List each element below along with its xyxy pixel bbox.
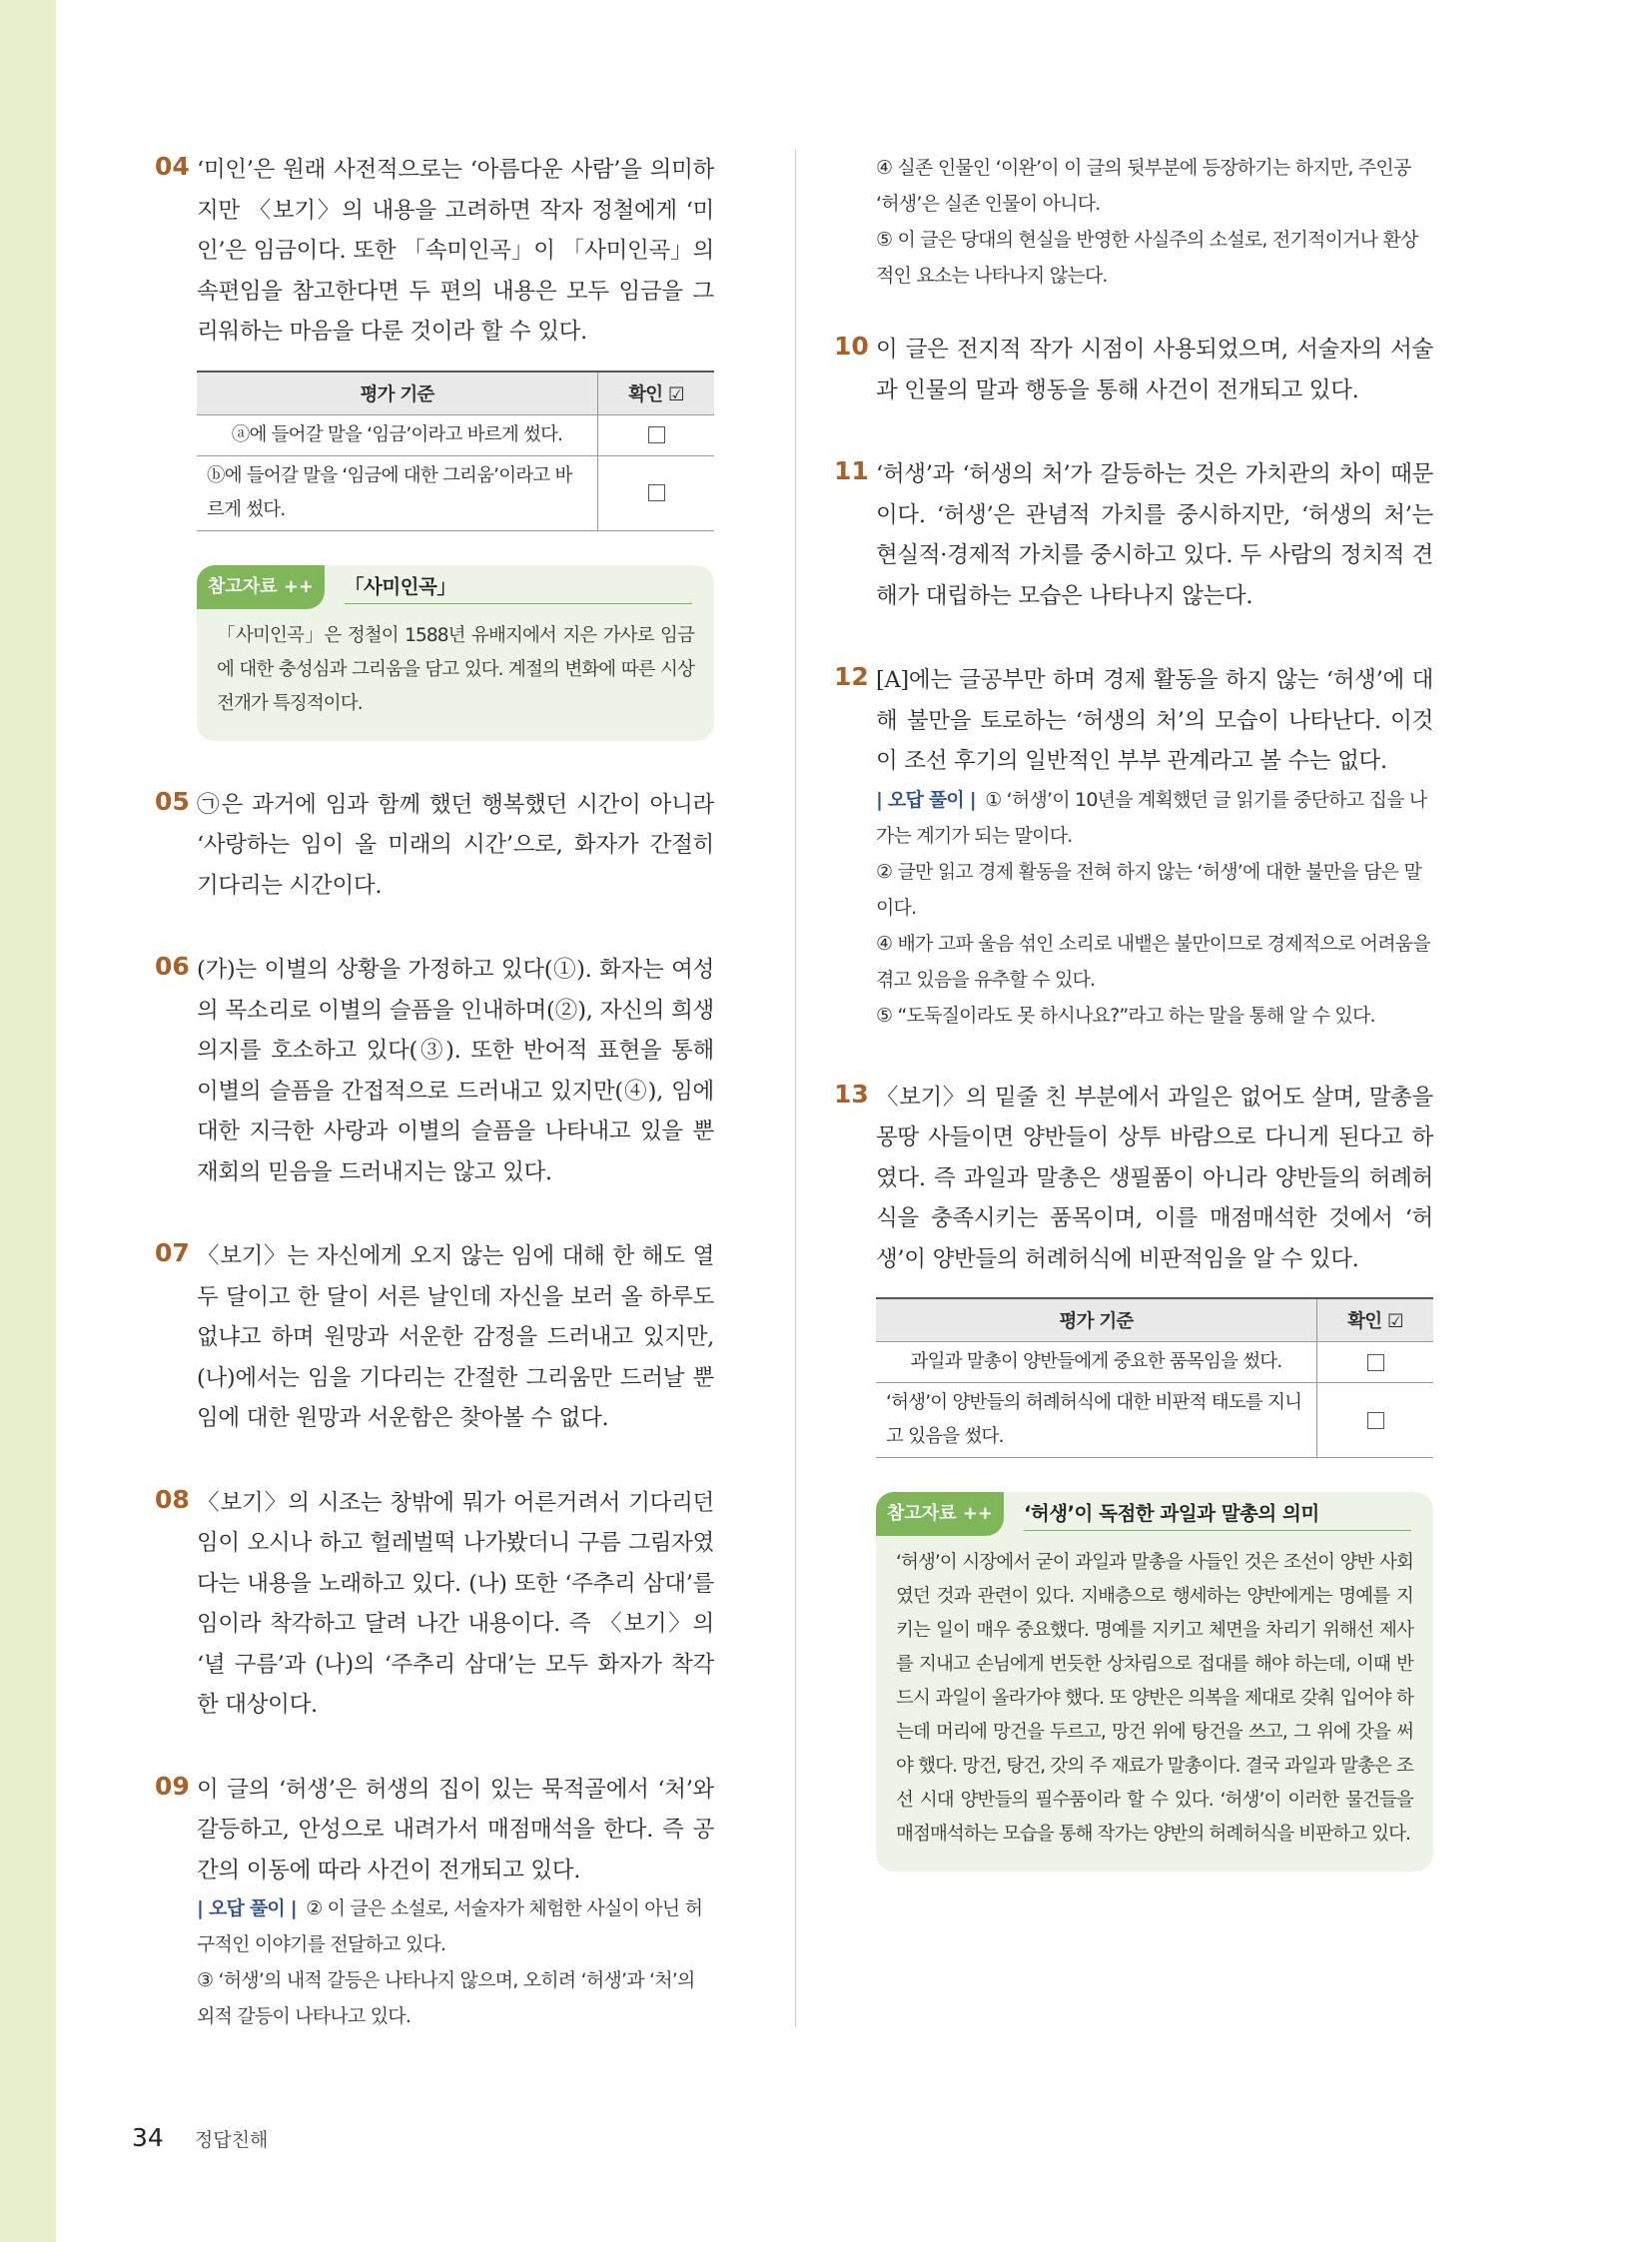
right-column	[834, 150, 1433, 1915]
answer-04	[155, 150, 714, 741]
answer-text: 〈보기〉는 자신에게 오지 않는 임에 대해 한 해도 열두 달이고 한 달이 서른 날인데 자신을 보러 올 하루도 없냐고 하며 원망과 서운한 감정을 드러내고 있지만, (나)에서는 임을 기다리는 간절한 그리움만 드러날 뿐 임에 대한 원망과 서운함은 찾아볼 수 없다.	[197, 1243, 714, 1431]
reference-body: 「사미인곡」은 정철이 1588년 유배지에서 지은 가사로 임금에 대한 충성심과 그리움을 담고 있다. 계절의 변화에 따른 시상 전개가 특징적이다.	[217, 624, 694, 714]
reference-tag: 참고자료 ++	[876, 1492, 1004, 1536]
reference-body: ‘허생’이 시장에서 굳이 과일과 말총을 사들인 것은 조선이 양반 사회였던 것과 관련이 있다. 지배층으로 행세하는 양반에게는 명예를 지키는 일이 매우 중요했다. 명예를 지키고 체면을 차리기 위해선 제사를 지내고 손님에게 번듯한 상차림으로 접대를 해야 하는데, 이때 반드시 과일이 올라가야 했다. 또 양반은 의복을 제대로 갖춰 입어야 하는데 머리에 망건을 두르고, 망건 위에 탕건을 쓰고, 그 위에 갓을 써야 했다. 망건, 탕건, 갓의 주 재료가 말총이다. 결국 과일과 말총은 조선 시대 양반들의 필수품이라 할 수 있다. ‘허생’이 이러한 물건들을 매점매석하는 모습을 통해 작가는 양반의 허례허식을 비판하고 있다.	[896, 1552, 1413, 1845]
wrong-answer-tag: | 오답 풀이 |	[197, 1897, 297, 1919]
question-number: 13	[834, 1079, 869, 1109]
book-title: 정답친해	[194, 2129, 269, 2151]
table-row	[876, 1342, 1433, 1383]
check-header: 확인 ☑	[1317, 1298, 1434, 1342]
answer-07	[155, 1236, 714, 1439]
criteria-cell: 과일과 말총이 양반들에게 중요한 품목임을 썼다.	[876, 1342, 1317, 1383]
question-number: 05	[155, 786, 190, 816]
evaluation-table	[197, 371, 714, 531]
answer-text: 이 글은 전지적 작가 시점이 사용되었으며, 서술자의 서술과 인물의 말과 행동을 통해 사건이 전개되고 있다.	[876, 337, 1433, 403]
criteria-cell: ⓑ에 들어갈 말을 ‘임금에 대한 그리움’이라고 바르게 썼다.	[197, 455, 598, 530]
question-number: 12	[834, 662, 869, 691]
answer-text: (가)는 이별의 상황을 가정하고 있다(①). 화자는 여성의 목소리로 이별의 슬픔을 인내하며(②), 자신의 희생 의지를 호소하고 있다(③). 또한 반어적 표현을 통해 이별의 슬픔을 간접적으로 드러내고 있지만(④), 임에 대한 지극한 사랑과 이별의 슬픔을 나타내고 있을 뿐 재회의 믿음을 드러내지는 않고 있다.	[197, 957, 714, 1185]
check-header: 확인 ☑	[598, 372, 715, 415]
explanation-line: ④ 실존 인물인 ‘이완’이 이 글의 뒷부분에 등장하기는 하지만, 주인공 ‘허생’은 실존 인물이 아니다.	[876, 157, 1411, 215]
answer-09	[155, 1770, 714, 2035]
explanation-line: ④ 배가 고파 울음 섞인 소리로 내뱉은 불만이므로 경제적으로 어려움을 겪고 있음을 유추할 수 있다.	[876, 932, 1430, 991]
checkbox[interactable]	[648, 426, 665, 443]
reference-title: 「사미인곡」	[345, 571, 692, 604]
answer-05	[155, 785, 714, 907]
wrong-answer-explanation	[197, 1890, 714, 1962]
criteria-cell: ‘허생’이 양반들의 허례허식에 대한 비판적 태도를 지니고 있음을 썼다.	[876, 1383, 1317, 1458]
explanation-line: ③ ‘허생’의 내적 갈등은 나타나지 않으며, 오히려 ‘허생’과 ‘처’의 외적 갈등이 나타나고 있다.	[197, 1969, 695, 2027]
reference-tag: 참고자료 ++	[197, 565, 325, 609]
answer-09-continued	[834, 150, 1433, 294]
checkbox[interactable]	[1367, 1354, 1384, 1371]
answer-text: ‘미인’은 원래 사전적으로는 ‘아름다운 사람’을 의미하지만 〈보기〉의 내용을 고려하면 작자 정철에게 ‘미인’은 임금이다. 또한 「속미인곡」이 「사미인곡」의 속편임을 참고한다면 두 편의 내용은 모두 임금을 그리워하는 마음을 다룬 것이라 할 수 있다.	[197, 157, 714, 345]
page-number: 34	[132, 2123, 164, 2152]
evaluation-table	[876, 1297, 1433, 1458]
reference-box	[876, 1492, 1433, 1871]
answer-text: [A]에는 글공부만 하며 경제 활동을 하지 않는 ‘허생’에 대해 불만을 토로하는 ‘허생의 처’의 모습이 나타난다. 이것이 조선 후기의 일반적인 부부 관계라고 볼 수는 없다.	[876, 667, 1433, 774]
question-number: 10	[834, 332, 869, 361]
answer-12	[834, 660, 1433, 1034]
explanation-line: ⑤ “도둑질이라도 못 하시나요?”라고 하는 말을 통해 알 수 있다.	[876, 1004, 1375, 1027]
reference-box	[197, 565, 714, 741]
wrong-answer-explanation	[876, 782, 1433, 854]
checkbox[interactable]	[1367, 1412, 1384, 1429]
answer-06	[155, 950, 714, 1192]
table-row	[197, 414, 714, 455]
page-side-band	[0, 0, 56, 2242]
question-number: 04	[155, 152, 190, 181]
question-number: 11	[834, 456, 869, 485]
table-row	[876, 1383, 1433, 1458]
wrong-answer-tag: | 오답 풀이 |	[876, 788, 976, 811]
answer-08	[155, 1483, 714, 1726]
criteria-header: 평가 기준	[197, 372, 598, 415]
answer-text: ‘허생’과 ‘허생의 처’가 갈등하는 것은 가치관의 차이 때문이다. ‘허생’은 관념적 가치를 중시하지만, ‘허생의 처’는 현실적·경제적 가치를 중시하고 있다. 두 사람의 정치적 견해가 대립하는 모습은 나타나지 않는다.	[876, 461, 1433, 609]
explanation-line: ② 글만 읽고 경제 활동을 전혀 하지 않는 ‘허생’에 대한 불만을 담은 말이다.	[876, 860, 1421, 919]
criteria-cell: ⓐ에 들어갈 말을 ‘임금’이라고 바르게 썼다.	[197, 414, 598, 455]
left-column	[155, 150, 714, 2078]
explanation-line: ② 이 글은 소설로, 서술자가 체험한 사실이 아닌 허구적인 이야기를 전달하고 있다.	[197, 1897, 703, 1955]
answer-13	[834, 1078, 1433, 1872]
question-number: 09	[155, 1771, 190, 1801]
question-number: 08	[155, 1484, 190, 1514]
answer-text: 〈보기〉의 시조는 창밖에 뭐가 어른거려서 기다리던 임이 오시나 하고 헐레벌떡 나가봤더니 구름 그림자였다는 내용을 노래하고 있다. (나) 또한 ‘주추리 삼대’를 임이라 착각하고 달려 나간 내용이다. 즉 〈보기〉의 ‘녈 구름’과 (나)의 ‘주추리 삼대’는 모두 화자가 착각한 대상이다.	[197, 1489, 714, 1718]
question-number: 07	[155, 1238, 190, 1267]
explanation-line: ① ‘허생’이 10년을 계획했던 글 읽기를 중단하고 집을 나가는 계기가 되는 말이다.	[876, 788, 1427, 847]
checkbox[interactable]	[648, 484, 665, 501]
answer-text: ㉠은 과거에 임과 함께 했던 행복했던 시간이 아니라 ‘사랑하는 임이 올 미래의 시간’으로, 화자가 간절히 기다리는 시간이다.	[197, 791, 714, 899]
answer-11	[834, 454, 1433, 616]
criteria-header: 평가 기준	[876, 1298, 1317, 1342]
table-row	[197, 455, 714, 530]
answer-10	[834, 330, 1433, 410]
explanation-line: ⑤ 이 글은 당대의 현실을 반영한 사실주의 소설로, 전기적이거나 환상적인 요소는 나타나지 않는다.	[876, 229, 1418, 287]
reference-title: ‘허생’이 독점한 과일과 말총의 의미	[1024, 1498, 1411, 1531]
page-footer	[132, 2123, 268, 2152]
answer-text: 이 글의 ‘허생’은 허생의 집이 있는 묵적골에서 ‘처’와 갈등하고, 안성으로 내려가서 매점매석을 한다. 즉 공간의 이동에 따라 사건이 전개되고 있다.	[197, 1776, 714, 1883]
question-number: 06	[155, 952, 190, 981]
answer-text: 〈보기〉의 밑줄 친 부분에서 과일은 없어도 살며, 말총을 몽땅 사들이면 양반들이 상투 바람으로 다니게 된다고 하였다. 즉 과일과 말총은 생필품이 아니라 양반들의 허례허식을 충족시키는 품목이며, 이를 매점매석한 것에서 ‘허생’이 양반들의 허례허식에 비판적임을 알 수 있다.	[876, 1084, 1433, 1272]
column-divider	[795, 150, 796, 2027]
